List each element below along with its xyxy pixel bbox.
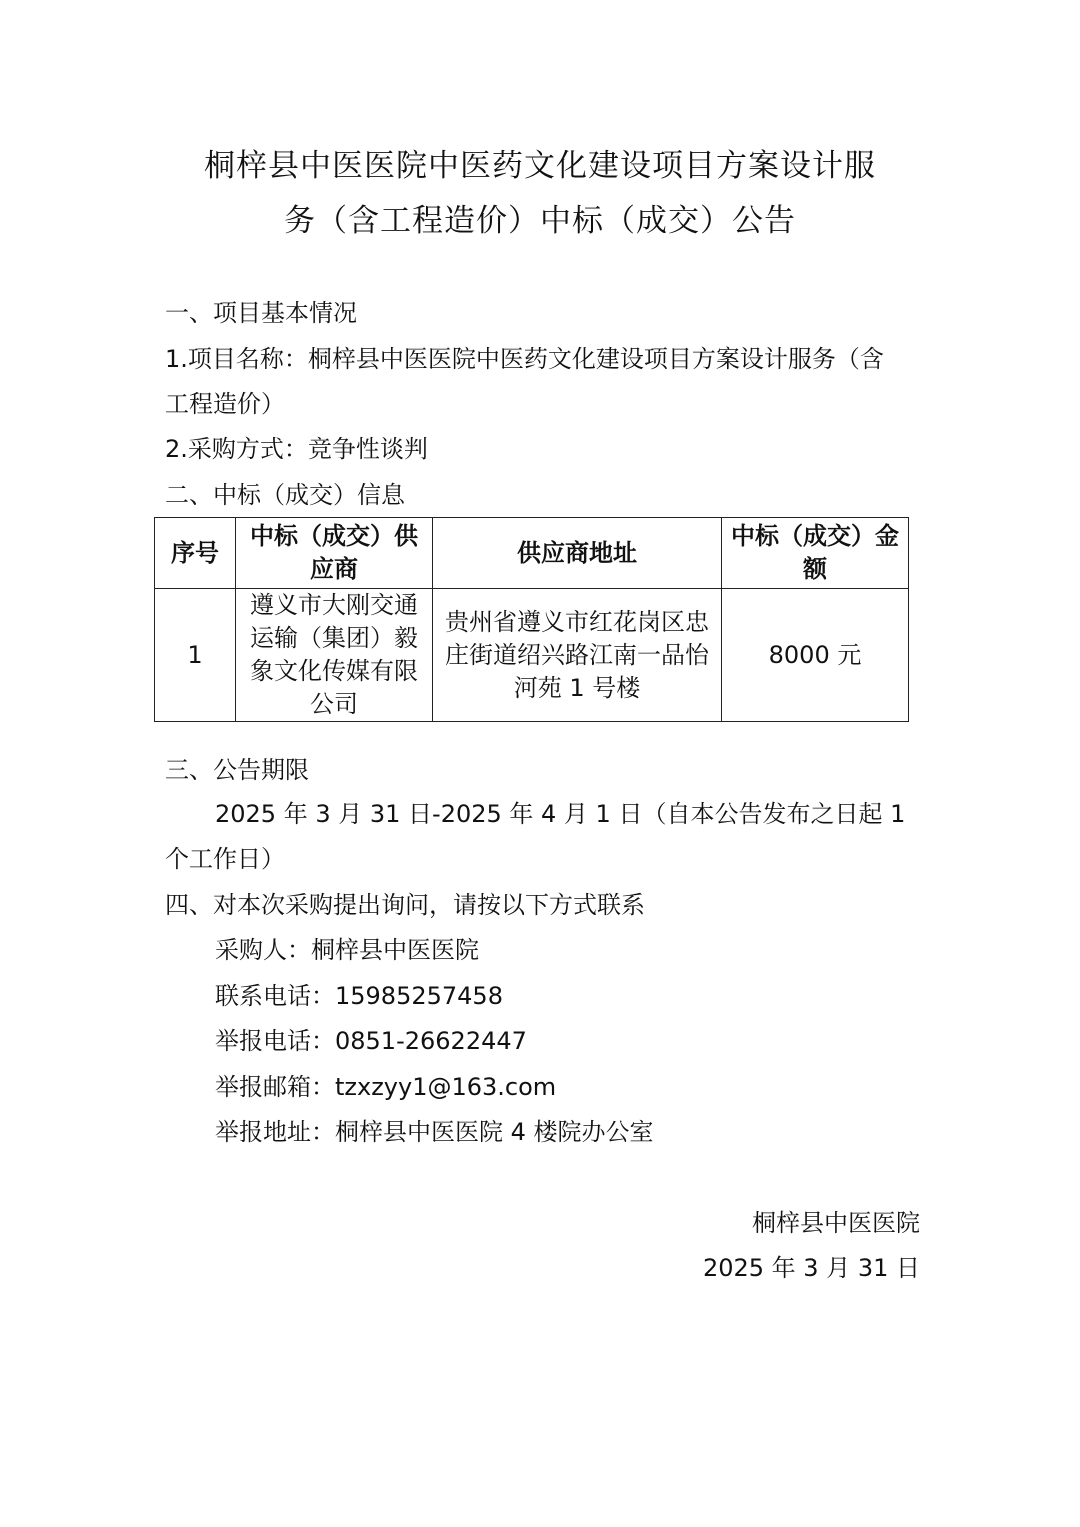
section-3-heading: 三、公告期限 (165, 756, 309, 784)
report-phone: 举报电话：0851-26622447 (215, 1027, 527, 1055)
signature-organization: 桐梓县中医医院 (752, 1209, 920, 1237)
award-table-header-row (155, 518, 909, 589)
project-name-line-2: 工程造价） (165, 390, 285, 418)
report-email: 举报邮箱：tzxzyy1@163.com (215, 1073, 557, 1101)
announcement-period-line-1: 2025 年 3 月 31 日-2025 年 4 月 1 日（自本公告发布之日起 1 (215, 800, 906, 828)
section-2-heading: 二、中标（成交）信息 (165, 481, 405, 509)
section-1-heading: 一、项目基本情况 (165, 299, 357, 327)
cell-serial-number: 1 (155, 589, 236, 722)
header-award-amount: 中标（成交）金额 (722, 518, 909, 589)
award-table (154, 517, 909, 722)
table-row (155, 589, 909, 722)
document-title-line-1: 桐梓县中医医院中医药文化建设项目方案设计服 (204, 148, 876, 184)
cell-supplier: 遵义市大刚交通运输（集团）毅象文化传媒有限公司 (236, 589, 433, 722)
cell-supplier-address: 贵州省遵义市红花岗区忠庄街道绍兴路江南一品怡河苑 1 号楼 (433, 589, 722, 722)
header-supplier: 中标（成交）供应商 (236, 518, 433, 589)
header-serial-number: 序号 (155, 518, 236, 589)
section-4-heading: 四、对本次采购提出询问，请按以下方式联系 (165, 891, 645, 919)
cell-award-amount: 8000 元 (722, 589, 909, 722)
purchaser: 采购人：桐梓县中医医院 (215, 936, 479, 964)
document-title-line-2: 务（含工程造价）中标（成交）公告 (284, 203, 796, 239)
announcement-period-line-2: 个工作日） (165, 845, 285, 873)
report-address: 举报地址：桐梓县中医医院 4 楼院办公室 (215, 1118, 654, 1146)
procurement-method: 2.采购方式：竞争性谈判 (165, 435, 428, 463)
signature-date: 2025 年 3 月 31 日 (702, 1254, 920, 1282)
project-name-line-1: 1.项目名称：桐梓县中医医院中医药文化建设项目方案设计服务（含 (165, 345, 884, 373)
contact-phone: 联系电话：15985257458 (215, 982, 503, 1010)
header-supplier-address: 供应商地址 (433, 518, 722, 589)
